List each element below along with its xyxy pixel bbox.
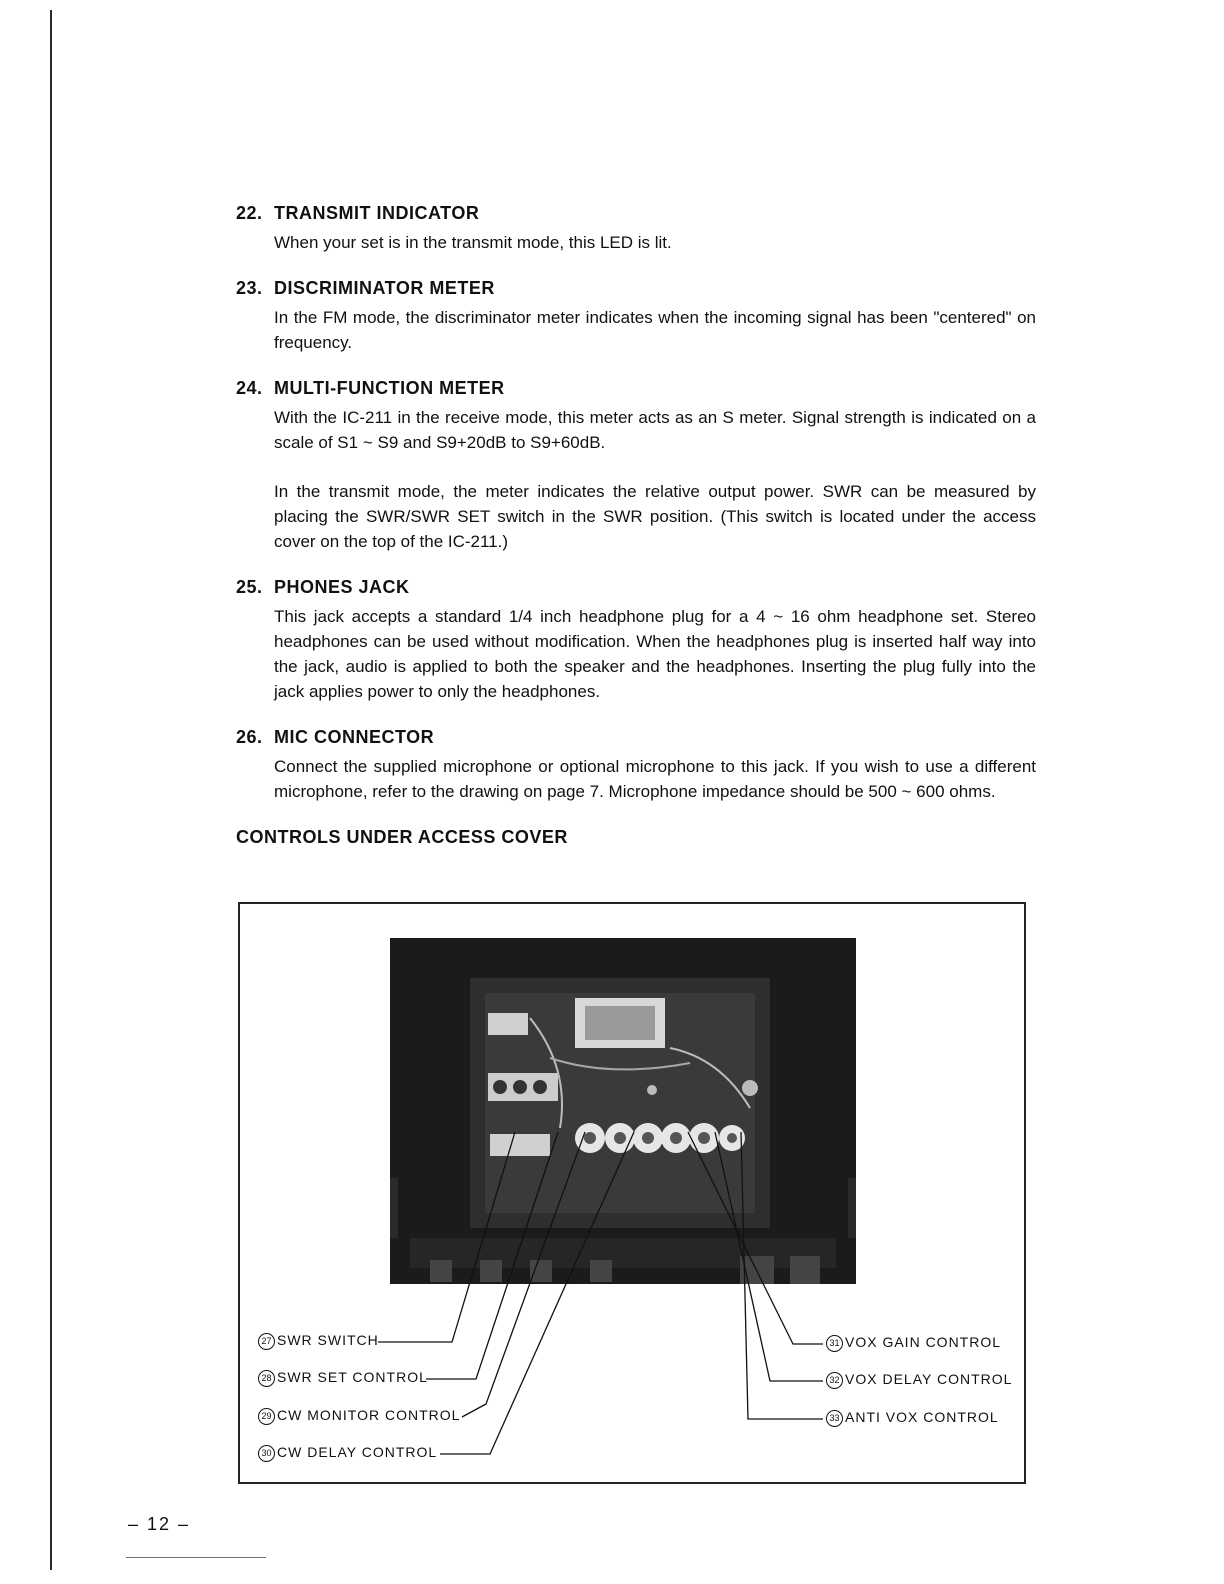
section-heading — [236, 724, 1036, 750]
section-multi-function-meter — [236, 375, 1036, 554]
section-heading — [236, 200, 1036, 226]
callout-number: 29 — [258, 1408, 275, 1425]
section-number: 22. — [236, 203, 263, 223]
section-number: 26. — [236, 727, 263, 747]
section-paragraph: With the IC-211 in the receive mode, this meter acts as an S meter. Signal strength is indicated on a scale of S1 ~ S9 and S9+20dB to S9+60dB. — [274, 408, 1036, 452]
section-title: MIC CONNECTOR — [274, 727, 435, 747]
callout-number: 30 — [258, 1445, 275, 1462]
label-swr-switch — [258, 1332, 379, 1350]
section-number: 25. — [236, 577, 263, 597]
section-paragraph: This jack accepts a standard 1/4 inch headphone plug for a 4 ~ 16 ohm headphone set. Stereo headphones can be used without modification. When the headphones plug is inserted half way into the jack, audio is applied to both the speaker and the headphones. Inserting the plug fully into the jack applies power to only the headphones. — [274, 607, 1036, 701]
section-heading — [236, 375, 1036, 401]
callout-text: VOX GAIN CONTROL — [845, 1334, 1002, 1350]
section-heading — [236, 275, 1036, 301]
figure-heading: CONTROLS UNDER ACCESS COVER — [236, 827, 568, 847]
figure-frame — [238, 902, 1026, 1484]
section-title: MULTI-FUNCTION METER — [274, 378, 505, 398]
label-cw-monitor-control — [258, 1407, 460, 1425]
section-number: 23. — [236, 278, 263, 298]
binding-margin-line — [50, 10, 52, 1570]
section-heading — [236, 574, 1036, 600]
label-vox-delay-control — [826, 1371, 1012, 1389]
page-content — [236, 200, 1036, 858]
callout-number: 27 — [258, 1333, 275, 1350]
section-transmit-indicator — [236, 200, 1036, 255]
callout-text: ANTI VOX CONTROL — [845, 1409, 999, 1425]
callout-number: 32 — [826, 1372, 843, 1389]
label-anti-vox-control — [826, 1409, 999, 1427]
callout-text: VOX DELAY CONTROL — [845, 1371, 1013, 1387]
access-cover-photo — [390, 938, 856, 1284]
section-paragraph: Connect the supplied microphone or optional microphone to this jack. If you wish to use a different microphone, refer to the drawing on page 7. Microphone impedance should be 500 ~ 600 ohms. — [274, 757, 1036, 801]
footer-rule — [126, 1557, 266, 1558]
label-vox-gain-control — [826, 1334, 1001, 1352]
label-cw-delay-control — [258, 1444, 437, 1462]
section-title: TRANSMIT INDICATOR — [274, 203, 480, 223]
section-title: PHONES JACK — [274, 577, 410, 597]
callout-number: 31 — [826, 1335, 843, 1352]
label-swr-set-control — [258, 1369, 428, 1387]
section-paragraph: When your set is in the transmit mode, this LED is lit. — [274, 233, 672, 252]
callout-text: CW DELAY CONTROL — [277, 1444, 438, 1460]
section-discriminator-meter — [236, 275, 1036, 355]
radio-interior-illustration — [390, 938, 856, 1284]
section-mic-connector — [236, 724, 1036, 804]
callout-text: SWR SWITCH — [277, 1332, 379, 1348]
section-paragraph: In the FM mode, the discriminator meter indicates when the incoming signal has been "centered" on frequency. — [274, 308, 1036, 352]
section-paragraph: In the transmit mode, the meter indicates the relative output power. SWR can be measured by placing the SWR/SWR SET switch in the SWR position. (This switch is located under the access cover on the top of the IC-211.) — [274, 482, 1036, 551]
callout-number: 28 — [258, 1370, 275, 1387]
page-number: – 12 – — [128, 1514, 191, 1534]
callout-number: 33 — [826, 1410, 843, 1427]
section-title: DISCRIMINATOR METER — [274, 278, 495, 298]
section-phones-jack — [236, 574, 1036, 704]
callout-text: SWR SET CONTROL — [277, 1369, 428, 1385]
section-number: 24. — [236, 378, 263, 398]
callout-text: CW MONITOR CONTROL — [277, 1407, 461, 1423]
